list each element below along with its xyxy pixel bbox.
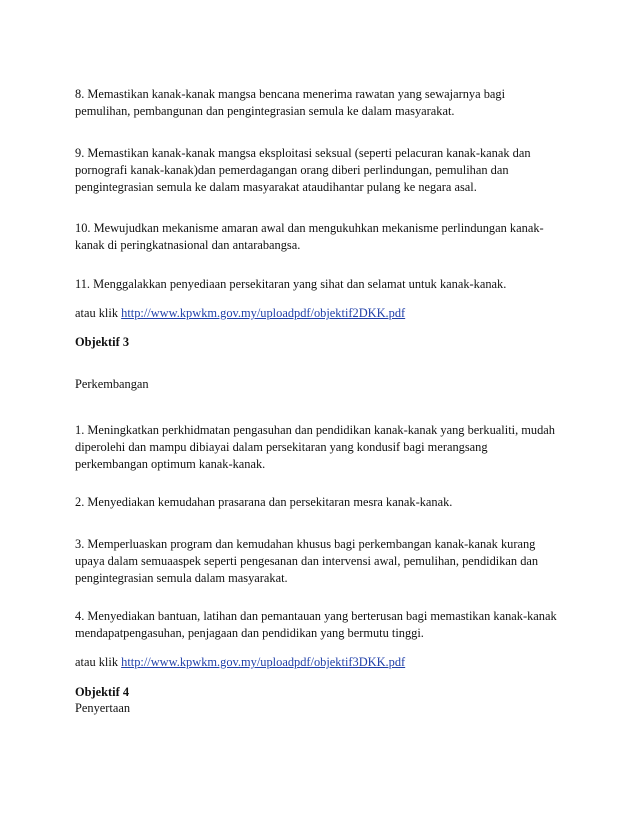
perkembangan-item-3 — [75, 536, 575, 587]
item-11-line-1: 11. Menggalakkan penyediaan persekitaran yang sihat dan selamat untuk kanak-kanak. — [75, 277, 507, 291]
perkembangan-item-4-line-2: mendapatpengasuhan, penjagaan dan pendidikan yang bermutu tinggi. — [75, 626, 424, 640]
item-10-line-2: kanak di peringkatnasional dan antarabangsa. — [75, 238, 301, 252]
item-11-paragraph — [75, 276, 575, 293]
item-9-line-2: pornografi kanak-kanak)dan pemerdagangan orang diberi perlindungan, pemulihan dan — [75, 163, 509, 177]
perkembangan-item-3-line-1: 3. Memperluaskan program dan kemudahan khusus bagi perkembangan kanak-kanak kurang — [75, 537, 536, 551]
item-8-line-2: pemulihan, pembangunan dan pengintegrasian semula ke dalam masyarakat. — [75, 104, 455, 118]
perkembangan-item-1-line-1: 1. Meningkatkan perkhidmatan pengasuhan dan pendidikan kanak-kanak yang berkualiti, mudah — [75, 423, 555, 437]
link-objektif-3 — [75, 654, 575, 671]
perkembangan-item-1 — [75, 422, 575, 473]
perkembangan-item-4-line-1: 4. Menyediakan bantuan, latihan dan pemantauan yang berterusan bagi memastikan kanak-kanak — [75, 609, 557, 623]
perkembangan-item-2 — [75, 494, 575, 511]
item-9-line-1: 9. Memastikan kanak-kanak mangsa eksploitasi seksual (seperti pelacuran kanak-kanak dan — [75, 146, 531, 160]
item-10-paragraph — [75, 220, 575, 254]
link-prefix: atau klik — [75, 655, 119, 669]
perkembangan-item-1-line-2: diperolehi dan mampu dibiayai dalam persekitaran yang kondusif bagi merangsang — [75, 440, 488, 454]
item-8-line-1: 8. Memastikan kanak-kanak mangsa bencana menerima rawatan yang sewajarnya bagi — [75, 87, 506, 101]
item-9-paragraph — [75, 145, 575, 196]
objektif-4-subheading: Penyertaan — [75, 701, 131, 715]
objektif-2-pdf-link[interactable]: http://www.kpwkm.gov.my/uploadpdf/objektif2DKK.pdf — [121, 306, 406, 320]
perkembangan-item-3-line-2: upaya dalam semuaaspek seperti pengesanan dan intervensi awal, pemulihan, pendidikan dan — [75, 554, 539, 568]
objektif-3-subheading: Perkembangan — [75, 377, 149, 391]
perkembangan-item-3-line-3: pengintegrasian semula dalam masyarakat. — [75, 571, 288, 585]
item-10-line-1: 10. Mewujudkan mekanisme amaran awal dan mengukuhkan mekanisme perlindungan kanak- — [75, 221, 544, 235]
perkembangan-item-2-line-1: 2. Menyediakan kemudahan prasarana dan persekitaran mesra kanak-kanak. — [75, 495, 453, 509]
item-9-line-3: pengintegrasian semula ke dalam masyarakat ataudihantar pulang ke negara asal. — [75, 180, 477, 194]
perkembangan-item-4 — [75, 608, 575, 642]
perkembangan-item-1-line-3: perkembangan optimum kanak-kanak. — [75, 457, 266, 471]
link-prefix: atau klik — [75, 306, 119, 320]
item-8-paragraph — [75, 86, 575, 120]
link-objektif-2 — [75, 305, 575, 322]
objektif-3-pdf-link[interactable]: http://www.kpwkm.gov.my/uploadpdf/objektif3DKK.pdf — [121, 655, 406, 669]
objektif-3-heading: Objektif 3 — [75, 335, 130, 349]
objektif-4-heading: Objektif 4 — [75, 685, 130, 699]
